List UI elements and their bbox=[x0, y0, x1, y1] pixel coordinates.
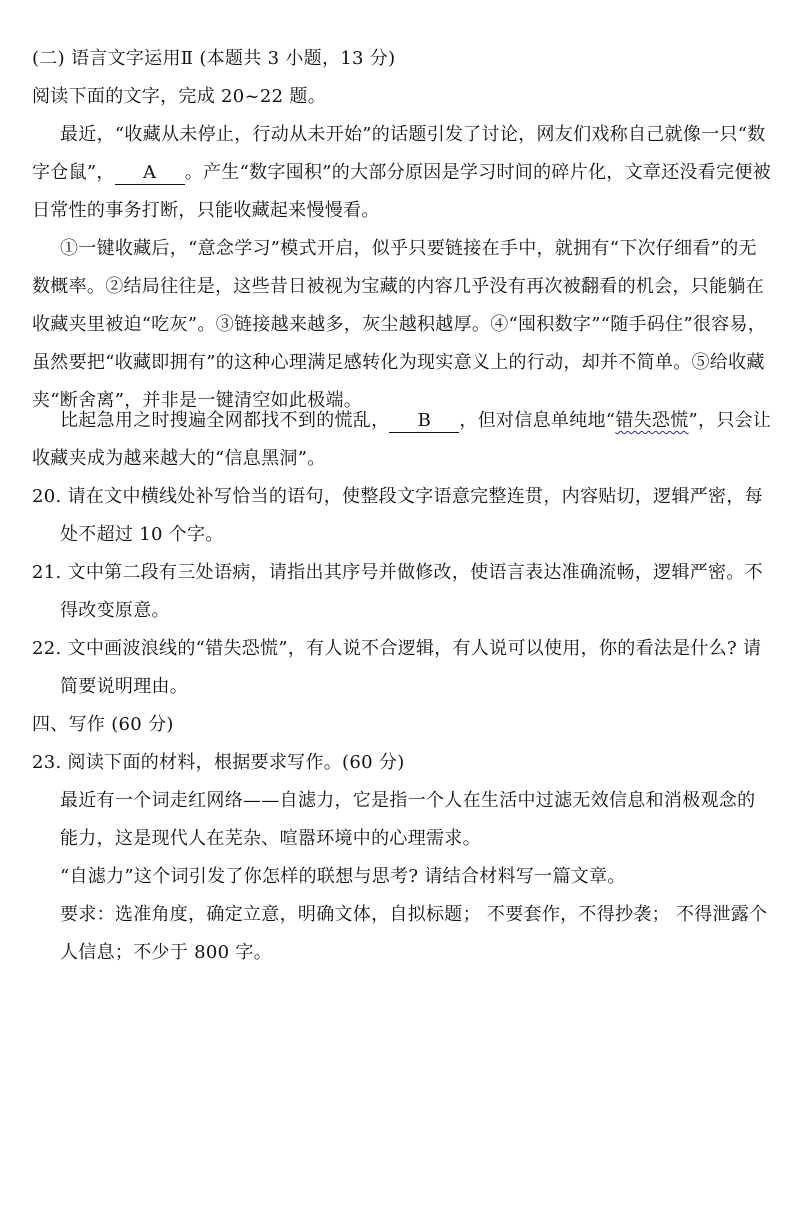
blank-b: B bbox=[389, 410, 459, 433]
question-20-line-1: 20. 请在文中横线处补写恰当的语句，使整段文字语意完整连贯，内容贴切，逻辑严密，每 bbox=[32, 486, 763, 507]
passage-text: 。产生“数字囤积”的大部分原因是学习时间的碎片化，文章还没看完便被 bbox=[184, 162, 772, 183]
passage-paragraph-2-line-5: 夹“断舍离”，并非是一键清空如此极端。 bbox=[32, 390, 363, 411]
passage-text: 字仓鼠”， bbox=[32, 162, 115, 183]
question-22-line-1: 22. 文中画波浪线的“错失恐慌”，有人说不合逻辑，有人说可以使用，你的看法是什么? 请 bbox=[32, 638, 762, 659]
requirements-line-2: 人信息；不少于 800 字。 bbox=[60, 942, 272, 963]
reading-instruction: 阅读下面的文字，完成 20~22 题。 bbox=[32, 86, 327, 107]
writing-heading: 四、写作 (60 分) bbox=[32, 714, 174, 735]
wavy-underlined-phrase: 错失恐慌 bbox=[615, 410, 689, 431]
requirements-line-1: 要求：选准角度，确定立意，明确文体，自拟标题； 不要套作，不得抄袭； 不得泄露个 bbox=[60, 904, 768, 925]
question-21-line-1: 21. 文中第二段有三处语病，请指出其序号并做修改，使语言表达准确流畅，逻辑严密。不 bbox=[32, 562, 763, 583]
passage-text: 比起急用之时搜遍全网都找不到的慌乱， bbox=[60, 410, 390, 431]
passage-text: ，但对信息单纯地“ bbox=[459, 410, 616, 431]
question-20-line-2: 处不超过 10 个字。 bbox=[60, 524, 224, 545]
material-line-3: “自滤力”这个词引发了你怎样的联想与思考? 请结合材料写一篇文章。 bbox=[60, 866, 626, 887]
passage-paragraph-2-line-3: 收藏夹里被迫“吃灰”。③链接越来越多，灰尘越积越厚。④“囤积数字”“随手码住”很容易， bbox=[32, 314, 767, 335]
passage-paragraph-1-line-2 bbox=[32, 155, 800, 191]
question-23: 23. 阅读下面的材料，根据要求写作。(60 分) bbox=[32, 752, 405, 773]
material-line-1: 最近有一个词走红网络——自滤力，它是指一个人在生活中过滤无效信息和消极观念的 bbox=[60, 790, 756, 811]
passage-paragraph-3-line-2: 收藏夹成为越来越大的“信息黑洞”。 bbox=[32, 448, 326, 469]
passage-paragraph-3-line-1 bbox=[60, 403, 800, 439]
passage-paragraph-1-line-1: 最近，“收藏从未停止，行动从未开始”的话题引发了讨论，网友们戏称自己就像一只“数 bbox=[60, 124, 766, 145]
passage-paragraph-2-line-2: 数概率。②结局往往是，这些昔日被视为宝藏的内容几乎没有再次被翻看的机会，只能躺在 bbox=[32, 276, 764, 297]
question-22-line-2: 简要说明理由。 bbox=[60, 676, 189, 697]
passage-paragraph-2-line-4: 虽然要把“收藏即拥有”的这种心理满足感转化为现实意义上的行动，却并不简单。⑤给收藏 bbox=[32, 352, 765, 373]
passage-paragraph-2-line-1: ①一键收藏后，“意念学习”模式开启，似乎只要链接在手中，就拥有“下次仔细看”的无 bbox=[60, 238, 757, 259]
section-heading: (二) 语言文字运用Ⅱ (本题共 3 小题，13 分) bbox=[32, 48, 396, 69]
blank-a: A bbox=[115, 162, 185, 185]
material-line-2: 能力，这是现代人在芜杂、喧嚣环境中的心理需求。 bbox=[60, 828, 481, 849]
question-21-line-2: 得改变原意。 bbox=[60, 600, 170, 621]
passage-paragraph-1-line-3: 日常性的事务打断，只能收藏起来慢慢看。 bbox=[32, 200, 380, 221]
passage-text: ”，只会让 bbox=[688, 410, 772, 431]
